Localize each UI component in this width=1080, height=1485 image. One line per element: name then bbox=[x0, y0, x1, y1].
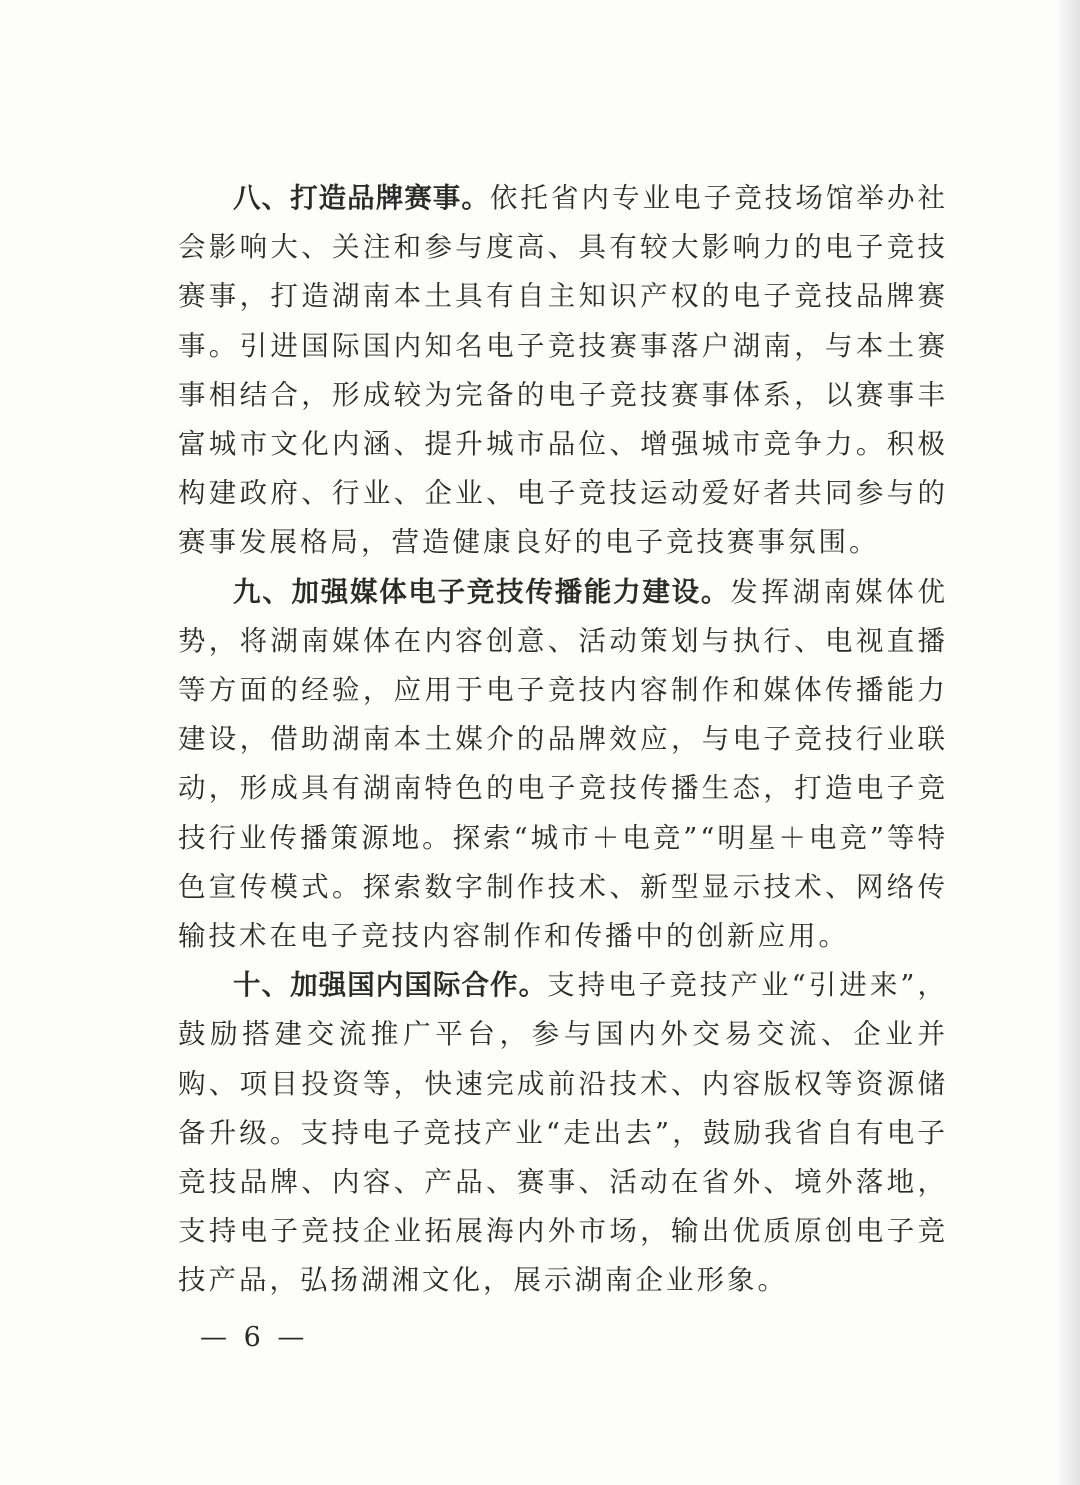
paragraph-heading: 九、加强媒体电子竞技传播能力建设。 bbox=[233, 575, 731, 608]
scan-edge-shadow bbox=[1058, 0, 1080, 1485]
paragraph-brand-events bbox=[178, 174, 948, 568]
page-number: — 6 — bbox=[200, 1322, 309, 1353]
paragraph-text: 支持电子竞技产业“引进来”，鼓励搭建交流推广平台，参与国内外交易交流、企业并购、项目投资等，快速完成前沿技术、内容版权等资源储备升级。支持电子竞技产业“走出去”，鼓励我省自有电子竞技品牌、内容、产品、赛事、活动在省外、境外落地，支持电子竞技企业拓展海内外市场，输出优质原创电子竞技产品，弘扬湖湘文化，展示湖南企业形象。 bbox=[178, 969, 949, 1297]
paragraph-cooperation bbox=[178, 961, 948, 1305]
paragraph-text: 依托省内专业电子竞技场馆举办社会影响大、关注和参与度高、具有较大影响力的电子竞技赛事，打造湖南本土具有自主知识产权的电子竞技品牌赛事。引进国际国内知名电子竞技赛事落户湖南，与本土赛事相结合，形成较为完备的电子竞技赛事体系，以赛事丰富城市文化内涵、提升城市品位、增强城市竞争力。积极构建政府、行业、企业、电子竞技运动爱好者共同参与的赛事发展格局，营造健康良好的电子竞技赛事氛围。 bbox=[178, 182, 948, 559]
document-body bbox=[178, 174, 948, 1306]
paragraph-heading: 十、加强国内国际合作。 bbox=[233, 969, 548, 1002]
paragraph-text: 发挥湖南媒体优势，将湖南媒体在内容创意、活动策划与执行、电视直播等方面的经验，应用于电子竞技内容制作和媒体传播能力建设，借助湖南本土媒介的品牌效应，与电子竞技行业联动，形成具有湖南特色的电子竞技传播生态，打造电子竞技行业传播策源地。探索“城市＋电竞”“明星＋电竞”等特色宣传模式。探索数字制作技术、新型显示技术、网络传输技术在电子竞技内容制作和传播中的创新应用。 bbox=[178, 575, 949, 953]
paragraph-media-capacity bbox=[178, 568, 948, 962]
paragraph-heading: 八、打造品牌赛事。 bbox=[233, 182, 490, 214]
